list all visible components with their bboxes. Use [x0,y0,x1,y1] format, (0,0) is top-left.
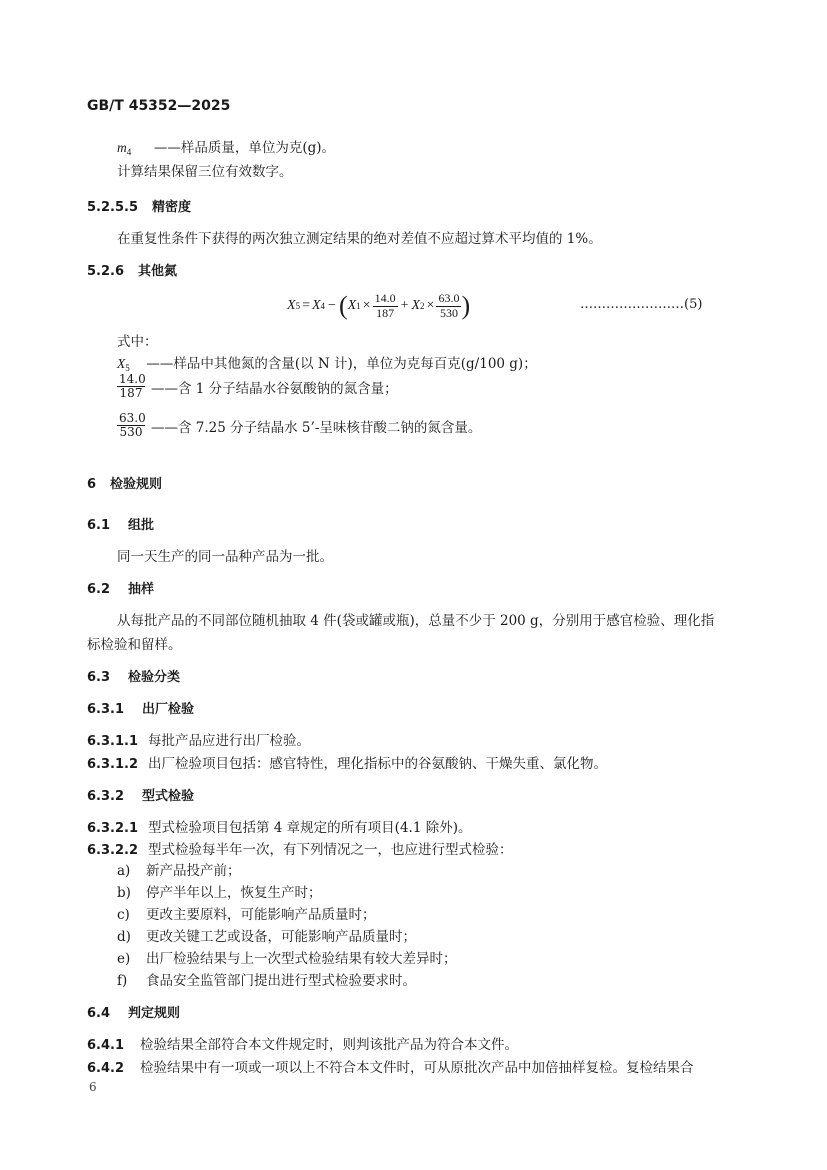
list-marker: b) [117,885,131,901]
formula-5 [287,286,470,326]
list-text: 更改主要原料，可能影响产品质量时； [146,907,376,923]
precision-text: 在重复性条件下获得的两次独立测定结果的绝对差值不应超过算术平均值的 1%。 [117,231,602,247]
fraction-2-description: ——含 7.25 分子结晶水 5’-呈味核苷酸二钠的氮含量。 [151,419,482,436]
formula-x4-sub: 4 [320,301,326,311]
list-marker: a) [117,863,131,879]
clause-number: 6.3.2.2 [87,843,138,858]
formula-fraction-2 [436,292,461,319]
list-text: 新产品投产前； [146,863,241,879]
formula-lhs: X [287,298,296,313]
fraction-denominator: 530 [119,425,143,440]
clause-number: 6.3.2.1 [87,821,138,836]
section-number: 5.2.5.5 [87,200,138,215]
section-title: 检验分类 [128,670,181,685]
section-title: 检验规则 [110,477,163,492]
where-label: 式中： [117,334,158,350]
formula-x1-sub: 1 [356,301,361,311]
x5-subscript: 5 [125,363,130,373]
formula-x1: X [347,298,357,313]
where-fraction-1 [117,373,145,400]
section-number: 6.1 [87,518,111,533]
fraction-1-definition [117,373,398,400]
clause-6-4-1 [87,1033,518,1053]
page-number: 6 [89,1080,97,1094]
fraction-denominator: 530 [439,305,458,320]
clause-number: 6.4.1 [87,1038,125,1053]
section-number: 6 [87,477,97,492]
fraction-2-definition [117,412,481,439]
clause-6-3-2-1 [87,816,471,836]
fraction-denominator: 187 [119,386,143,401]
list-item [117,903,376,923]
list-item [117,969,416,989]
section-title: 精密度 [152,200,192,215]
batch-text: 同一天生产的同一品种产品为一批。 [117,549,333,565]
section-number: 6.2 [87,582,111,597]
list-marker: f) [117,973,128,989]
section-6-3-2-heading [87,785,194,804]
formula-fraction-1 [373,292,398,319]
fraction-denominator: 187 [376,305,395,320]
list-item [117,947,457,967]
list-marker: d) [117,929,131,945]
formula-lhs-sub: 5 [295,301,301,311]
formula-x2: X [411,298,421,313]
section-number: 5.2.6 [87,264,125,279]
list-text: 出厂检验结果与上一次型式检验结果有较大差异时； [146,951,457,967]
clause-text: 出厂检验项目包括：感官特性，理化指标中的谷氨酸钠、干燥失重、氯化物。 [148,756,607,772]
list-item [117,881,322,901]
formula-x2-sub: 2 [420,301,425,311]
m4-symbol: m [117,140,127,155]
section-title: 型式检验 [142,789,195,804]
sampling-text-line-1: 从每批产品的不同部位随机抽取 4 件(袋或罐或瓶)，总量不少于 200 g，分别用于感官检验、理化指 [117,613,715,629]
where-fraction-2 [117,412,145,439]
x5-description: ——样品中其他氮的含量(以 N 计)，单位为克每百克(g/100 g)； [146,356,537,372]
section-title: 组批 [128,518,155,533]
section-6-1-heading [87,514,154,533]
section-number: 6.3.2 [87,789,125,804]
formula-plus: + [400,298,409,313]
section-6-3-heading [87,666,180,685]
sampling-text-line-2: 标检验和留样。 [87,637,182,653]
clause-text: 检验结果全部符合本文件规定时，则判该批产品为符合本文件。 [140,1037,519,1053]
m4-definition [117,136,335,157]
clause-6-4-2 [87,1056,694,1076]
clause-6-3-2-2 [87,838,513,858]
section-5-2-5-5-heading [87,196,191,215]
list-text: 停产半年以上，恢复生产时； [146,885,322,901]
formula-times-2: × [426,298,435,313]
formula-times-1: × [362,298,371,313]
formula-equals: = [302,298,310,313]
fraction-1-description: ——含 1 分子结晶水谷氨酸钠的氮含量； [151,380,398,397]
list-text: 食品安全监管部门提出进行型式检验要求时。 [146,973,416,989]
fraction-numerator: 14.0 [374,291,396,306]
list-item [117,859,241,879]
formula-minus: − [328,298,336,313]
clause-text: 每批产品应进行出厂检验。 [148,733,310,749]
section-number: 6.4 [87,1006,111,1021]
formula-right-paren: ) [461,291,471,320]
clause-text: 检验结果中有一项或一项以上不符合本文件时，可从原批次产品中加倍抽样复检。复检结果合 [140,1060,694,1076]
clause-number: 6.3.1.1 [87,734,138,749]
clause-number: 6.3.1.2 [87,757,138,772]
section-title: 其他氮 [138,264,178,279]
fraction-numerator: 14.0 [119,372,146,386]
list-marker: e) [117,951,131,967]
section-number: 6.3.1 [87,702,125,717]
fraction-numerator: 63.0 [119,411,146,425]
clause-text: 型式检验项目包括第 4 章规定的所有项目(4.1 除外)。 [148,820,472,836]
list-text: 更改关键工艺或设备，可能影响产品质量时； [146,929,416,945]
clause-6-3-1-1 [87,729,310,749]
clause-text: 型式检验每半年一次，有下列情况之一，也应进行型式检验： [148,842,513,858]
section-6-3-1-heading [87,698,194,717]
section-5-2-6-heading [87,260,177,279]
chapter-6-heading [87,473,162,492]
list-marker: c) [117,907,130,923]
formula-x4: X [311,298,321,313]
formula-number: ……………………(5) [580,297,703,312]
clause-number: 6.4.2 [87,1061,125,1076]
section-6-4-heading [87,1002,180,1021]
clause-6-3-1-2 [87,752,607,772]
document-standard-code: GB/T 45352—2025 [87,98,231,114]
fraction-numerator: 63.0 [438,291,460,306]
section-number: 6.3 [87,670,111,685]
section-title: 出厂检验 [142,702,195,717]
m4-description: ——样品质量，单位为克(g)。 [153,140,336,156]
formula-left-paren: ( [338,291,348,320]
x5-definition [117,352,537,373]
section-6-2-heading [87,578,154,597]
section-title: 判定规则 [128,1006,181,1021]
x5-symbol: X [117,356,126,371]
list-item [117,925,416,945]
section-title: 抽样 [128,582,155,597]
m4-subscript: 4 [126,147,132,157]
calc-note: 计算结果保留三位有效数字。 [117,164,293,180]
